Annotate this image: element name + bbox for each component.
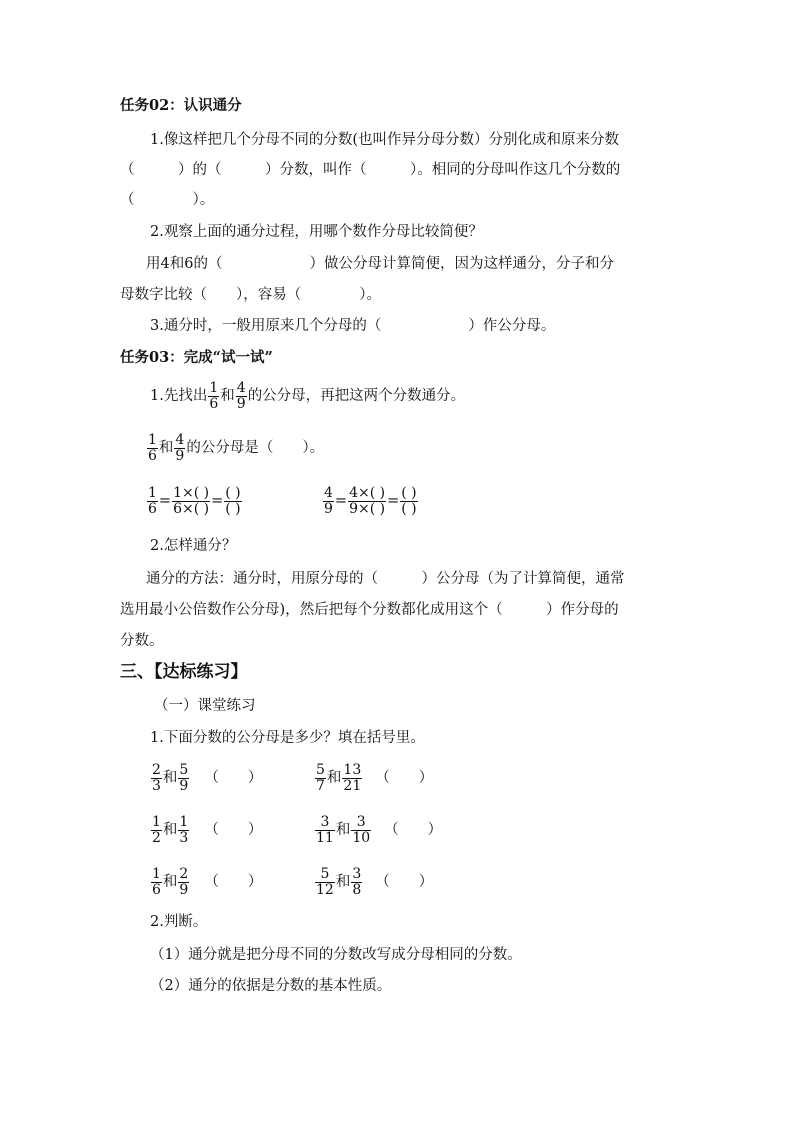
answer-paren[interactable]: （ ）	[204, 874, 263, 890]
fraction-pair-right	[314, 760, 433, 796]
fraction: $\frac{13}{21}$	[343, 761, 362, 794]
fraction-pair-right	[314, 812, 442, 848]
judge-1: （1）通分就是把分母不同的分数改写成分母相同的分数。	[150, 947, 522, 963]
equation-1	[146, 482, 243, 520]
fraction: $\frac{4}{9}$	[324, 484, 333, 517]
pair-and: 和	[162, 822, 178, 838]
fraction: $\frac{1}{6}$	[152, 865, 161, 898]
pair-and: 和	[326, 770, 342, 786]
method-line3: 分数。	[120, 633, 164, 649]
section3-subtitle: （一）课堂练习	[154, 698, 256, 714]
section3-q1: 1.下面分数的公分母是多少？填在括号里。	[150, 730, 425, 746]
q1-prefix: 1.先找出	[150, 388, 208, 404]
fraction-blank[interactable]: $\frac{( )}{( )}$	[225, 484, 241, 517]
fraction: $\frac{1}{2}$	[152, 813, 161, 846]
task02-p3: 3.通分时，一般用原来几个分母的（ ）作公分母。	[150, 318, 556, 334]
task03-q1	[150, 378, 465, 414]
task02-p1-line1: 1.像这样把几个分母不同的分数(也叫作异分母分数）分别化成和原来分数	[150, 132, 619, 148]
answer-paren[interactable]: （ ）	[375, 770, 434, 786]
method-line2: 选用最小公倍数作公分母)，然后把每个分数都化成用这个（ ）作分母的	[120, 602, 619, 618]
task03-title: 任务03：完成“试一试”	[120, 349, 273, 366]
fraction: $\frac{4}{9}$	[236, 379, 246, 412]
answer-paren[interactable]: （ ）	[384, 822, 443, 838]
q1-and: 和	[220, 388, 235, 404]
task02-p1-line3: （ ）。	[120, 192, 215, 208]
section3-q2: 2.判断。	[150, 914, 208, 930]
method-line1: 通分的方法：通分时，用原分母的（ ）公分母（为了计算简便，通常	[146, 571, 625, 587]
fraction: $\frac{3}{11}$	[316, 813, 334, 846]
fraction: $\frac{3}{8}$	[352, 865, 362, 898]
cd-suffix: 的公分母是（ ）。	[186, 440, 325, 456]
judge-2: （2）通分的依据是分数的基本性质。	[150, 978, 392, 994]
equals-sign: =	[334, 493, 348, 509]
section3-title: 三、【达标练习】	[120, 662, 248, 682]
fraction: $\frac{1}{6}$	[148, 484, 157, 517]
answer-paren[interactable]: （ ）	[204, 770, 263, 786]
common-denominator-line	[146, 430, 324, 466]
equals-sign: =	[158, 493, 172, 509]
fraction-pair-left	[150, 864, 262, 900]
fraction: $\frac{3}{10}$	[352, 813, 371, 846]
pair-and: 和	[162, 770, 178, 786]
fraction: $\frac{1}{6}$	[209, 379, 219, 412]
fraction: $\frac{2}{9}$	[179, 865, 189, 898]
task02-title: 任务02：认识通分	[120, 97, 242, 114]
fraction: $\frac{5}{12}$	[316, 865, 334, 898]
pair-and: 和	[162, 874, 178, 890]
pair-and: 和	[335, 874, 351, 890]
task02-p2-line3: 母数字比较（ ），容易（ ）。	[120, 287, 381, 303]
equals-sign: =	[387, 493, 400, 509]
fraction: $\frac{5}{9}$	[179, 761, 189, 794]
answer-paren[interactable]: （ ）	[375, 874, 434, 890]
q1-suffix: 的公分母，再把这两个分数通分。	[247, 388, 466, 404]
equation-2	[322, 482, 419, 520]
task03-q2: 2.怎样通分？	[150, 538, 237, 554]
fraction: $\frac{2}{3}$	[152, 761, 161, 794]
pair-and: 和	[335, 822, 351, 838]
task02-p2-line2: 用4和6的（ ）做公分母计算简便，因为这样通分，分子和分	[146, 256, 614, 272]
task02-p2: 2.观察上面的通分过程，用哪个数作分母比较简便？	[150, 224, 483, 240]
fraction: $\frac{1}{3}$	[179, 813, 189, 846]
task02-p1-line2: （ ）的（ ）分数，叫作（ ）。相同的分母叫作这几个分数的	[120, 162, 621, 178]
equals-sign: =	[211, 493, 224, 509]
fraction: $\frac{4\times( )}{9\times( )}$	[349, 484, 386, 517]
fraction: $\frac{1\times( )}{6\times( )}$	[173, 484, 210, 517]
fraction-pair-left	[150, 760, 262, 796]
fraction-pair-right	[314, 864, 433, 900]
fraction: $\frac{5}{7}$	[316, 761, 325, 794]
fraction-blank[interactable]: $\frac{( )}{( )}$	[401, 484, 417, 517]
fraction: $\frac{1}{6}$	[148, 431, 157, 464]
answer-paren[interactable]: （ ）	[204, 822, 263, 838]
cd-and: 和	[158, 440, 174, 456]
fraction-pair-left	[150, 812, 262, 848]
fraction: $\frac{4}{9}$	[175, 431, 185, 464]
